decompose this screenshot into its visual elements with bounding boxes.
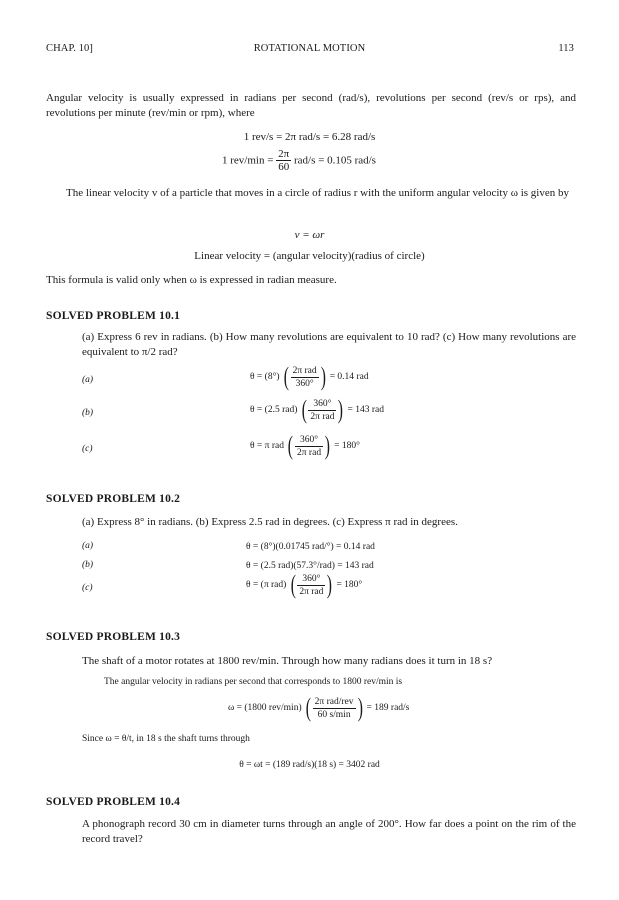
problem-10-2-equation-a: θ = (8°)(0.01745 rad/°) = 0.14 rad bbox=[246, 542, 375, 552]
problem-10-3-solution-line-2: Since ω = θ/t, in 18 s the shaft turns through bbox=[82, 734, 250, 744]
problem-10-2-label-c: (c) bbox=[82, 583, 93, 593]
problem-10-2-heading: SOLVED PROBLEM 10.2 bbox=[46, 493, 181, 505]
problem-10-1-label-a: (a) bbox=[82, 375, 94, 385]
problem-10-3-heading: SOLVED PROBLEM 10.3 bbox=[46, 631, 181, 643]
problem-10-4-question: A phonograph record 30 cm in diameter turns through an angle of 200°. How far does a point on the rim of the record travel? bbox=[82, 818, 576, 845]
problem-10-2-label-a: (a) bbox=[82, 541, 94, 551]
problem-10-1-equation-b: θ = (2.5 rad) ( $\frac{360^\circ}{\text{2π rad}}$ ) = 143 rad bbox=[250, 395, 385, 424]
equation-rev-per-minute: 1 rev/min = $\frac{2\pi}{60}$ rad/s = 0.105 rad/s bbox=[222, 148, 376, 173]
problem-10-1-equation-c: θ = π rad ( $\frac{360^\circ}{\text{2π rad}}$ ) = 180° bbox=[250, 431, 360, 460]
equation-rev-per-second: 1 rev/s = 2π rad/s = 6.28 rad/s bbox=[243, 131, 376, 143]
problem-10-1-label-c: (c) bbox=[82, 444, 93, 454]
problem-10-1-heading: SOLVED PROBLEM 10.1 bbox=[46, 310, 181, 322]
problem-10-4-heading: SOLVED PROBLEM 10.4 bbox=[46, 796, 181, 808]
problem-10-1-question: (a) Express 6 rev in radians. (b) How many revolutions are equivalent to 10 rad? (c) How many revolutions are equivalent to π/2 rad? bbox=[82, 331, 576, 358]
problem-10-2-equation-c: θ = (π rad) ( $\frac{360^\circ}{\text{2π rad}}$ ) = 180° bbox=[246, 570, 363, 599]
problem-10-2-equation-b: θ = (2.5 rad)(57.3°/rad) = 143 rad bbox=[246, 561, 374, 571]
problem-10-1-label-b: (b) bbox=[82, 408, 94, 418]
problem-10-3-equation-omega: ω = (1800 rev/min) ( $\frac{\text{2π rad/rev}}{60 s/\min}$ ) = 189 rad/s bbox=[228, 693, 410, 722]
problem-10-1-equation-a: θ = (8°) ( $\frac{\text{2π rad}}{360^\circ}$ ) = 0.14 rad bbox=[250, 362, 369, 391]
radian-note: This formula is valid only when ω is expressed in radian measure. bbox=[46, 274, 337, 286]
problem-10-3-question: The shaft of a motor rotates at 1800 rev/min. Through how many radians does it turn in 18 s? bbox=[82, 655, 493, 667]
problem-10-2-question: (a) Express 8° in radians. (b) Express 2.5 rad in degrees. (c) Express π rad in degrees. bbox=[82, 516, 458, 528]
running-title: ROTATIONAL MOTION bbox=[253, 43, 366, 54]
problem-10-3-equation-theta: θ = ωt = (189 rad/s)(18 s) = 3402 rad bbox=[239, 760, 380, 770]
page-number: 113 bbox=[558, 43, 574, 54]
linear-velocity-paragraph: The linear velocity v of a particle that moves in a circle of radius r with the uniform angular velocity ω is given by bbox=[66, 187, 569, 199]
problem-10-3-solution-line-1: The angular velocity in radians per second that corresponds to 1800 rev/min is bbox=[104, 677, 403, 687]
problem-10-2-label-b: (b) bbox=[82, 560, 94, 570]
equation-v-omega-r: v = ωr bbox=[294, 229, 325, 241]
chapter-label: CHAP. 10] bbox=[46, 43, 93, 54]
intro-paragraph: Angular velocity is usually expressed in radians per second (rad/s), revolutions per second (rev/s or rps), and revolutions per minute (rev/min or rpm), where bbox=[46, 92, 576, 119]
equation-linear-velocity-words: Linear velocity = (angular velocity)(radius of circle) bbox=[194, 250, 425, 262]
